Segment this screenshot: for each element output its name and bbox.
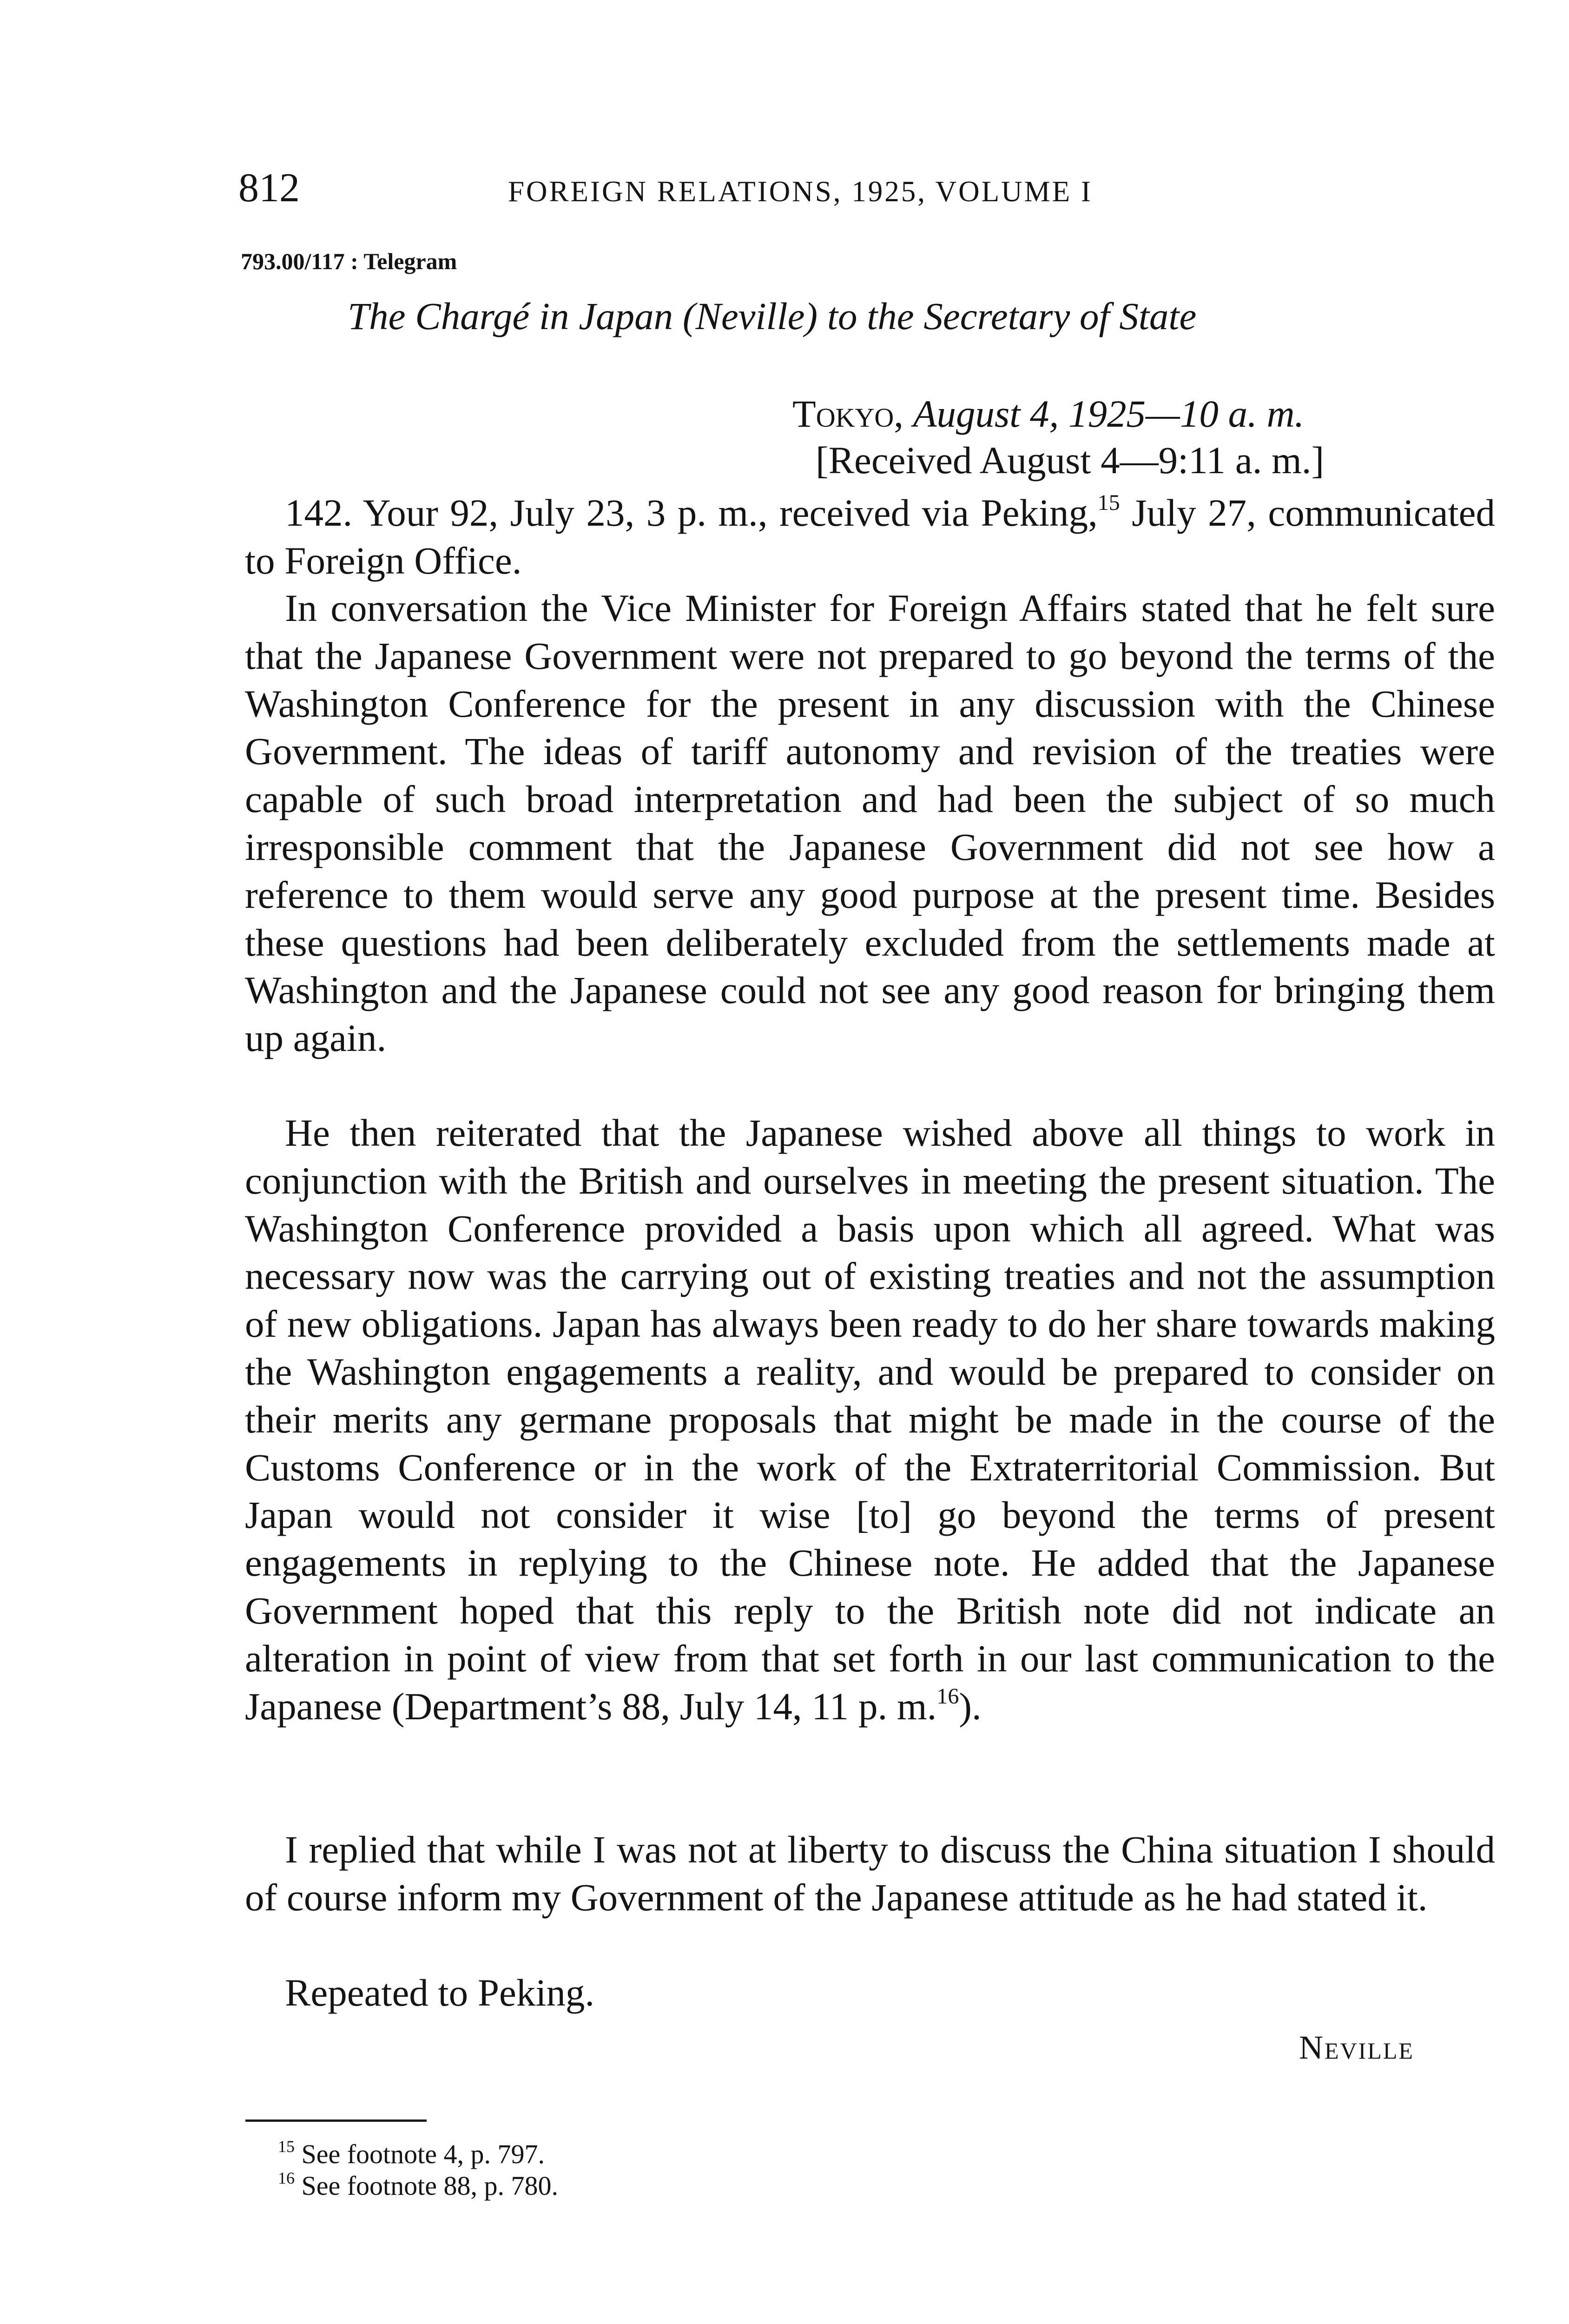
paragraph-3 <box>245 1109 1495 1730</box>
footnote-16-text: See footnote 88, p. 780. <box>301 2171 559 2201</box>
running-title: FOREIGN RELATIONS, 1925, VOLUME I <box>508 175 1093 208</box>
paragraph-4 <box>245 1826 1495 1921</box>
received-line: [Received August 4—9:11 a. m.] <box>816 439 1325 482</box>
dateline-place: Tokyo, <box>792 392 903 435</box>
document-title: The Chargé in Japan (Neville) to the Secretary of State <box>348 295 1197 337</box>
footnote-15-number: 15 <box>278 2137 295 2156</box>
paragraph-2 <box>245 584 1495 1062</box>
footnote-15 <box>278 2138 545 2171</box>
footnote-16-number: 16 <box>278 2169 295 2187</box>
file-number: 793.00/117 : Telegram <box>241 248 457 274</box>
paragraph-3-tail: ). <box>959 1684 982 1728</box>
footnote-16 <box>278 2170 558 2202</box>
paragraph-5 <box>245 1969 1495 2017</box>
footnote-ref-15: 15 <box>1097 490 1120 515</box>
paragraph-5-text: Repeated to Peking. <box>285 1971 595 2014</box>
paragraph-1-tail: July 27, communicated to Foreign Office. <box>245 491 1495 582</box>
signature: Neville <box>1299 2029 1414 2066</box>
paragraph-2-text: In conversation the Vice Minister for Foreign Affairs stated that he felt sure that the Japanese Government were not prepared to go beyond the terms of the Washington Conference for the present in any discussion with the Chinese Government. The ideas of tariff autonomy and revision of the treaties were capable of such broad interpretation and had been the subject of so much irresponsible comment that the Japanese Government did not see how a reference to them would serve any good purpose at the present time. Besides these questions had been deliberately excluded from the settlements made at Washington and the Japanese could not see any good reason for bringing them up again. <box>245 587 1495 1060</box>
dateline <box>792 390 1304 437</box>
paragraph-4-text: I replied that while I was not at liberty to discuss the China situation I should of course inform my Government of the Japanese attitude as he had stated it. <box>245 1828 1495 1919</box>
footnote-divider <box>245 2119 427 2122</box>
paragraph-1-text: 142. Your 92, July 23, 3 p. m., received via Peking, <box>285 491 1098 534</box>
footnote-15-text: See footnote 4, p. 797. <box>301 2139 545 2169</box>
paragraph-3-text: He then reiterated that the Japanese wished above all things to work in conjunction with the British and ourselves in meeting the present situation. The Washington Conference provided a basis upon which all agreed. What was necessary now was the carrying out of existing treaties and not the assumption of new obligations. Japan has always been ready to do her share towards making the Washington engagements a reality, and would be prepared to consider on their merits any germane proposals that might be made in the course of the Customs Conference or in the work of the Extraterritorial Commission. But Japan would not consider it wise [to] go beyond the terms of present engagements in replying to the Chinese note. He added that the Japanese Government hoped that this reply to the British note did not indicate an alteration in point of view from that set forth in our last communication to the Japanese (Department’s 88, July 14, 11 p. m. <box>245 1111 1495 1728</box>
paragraph-1 <box>245 489 1495 585</box>
footnote-ref-16: 16 <box>936 1684 959 1709</box>
dateline-date: August 4, 1925—10 a. m. <box>913 392 1305 435</box>
page-number: 812 <box>238 165 300 211</box>
